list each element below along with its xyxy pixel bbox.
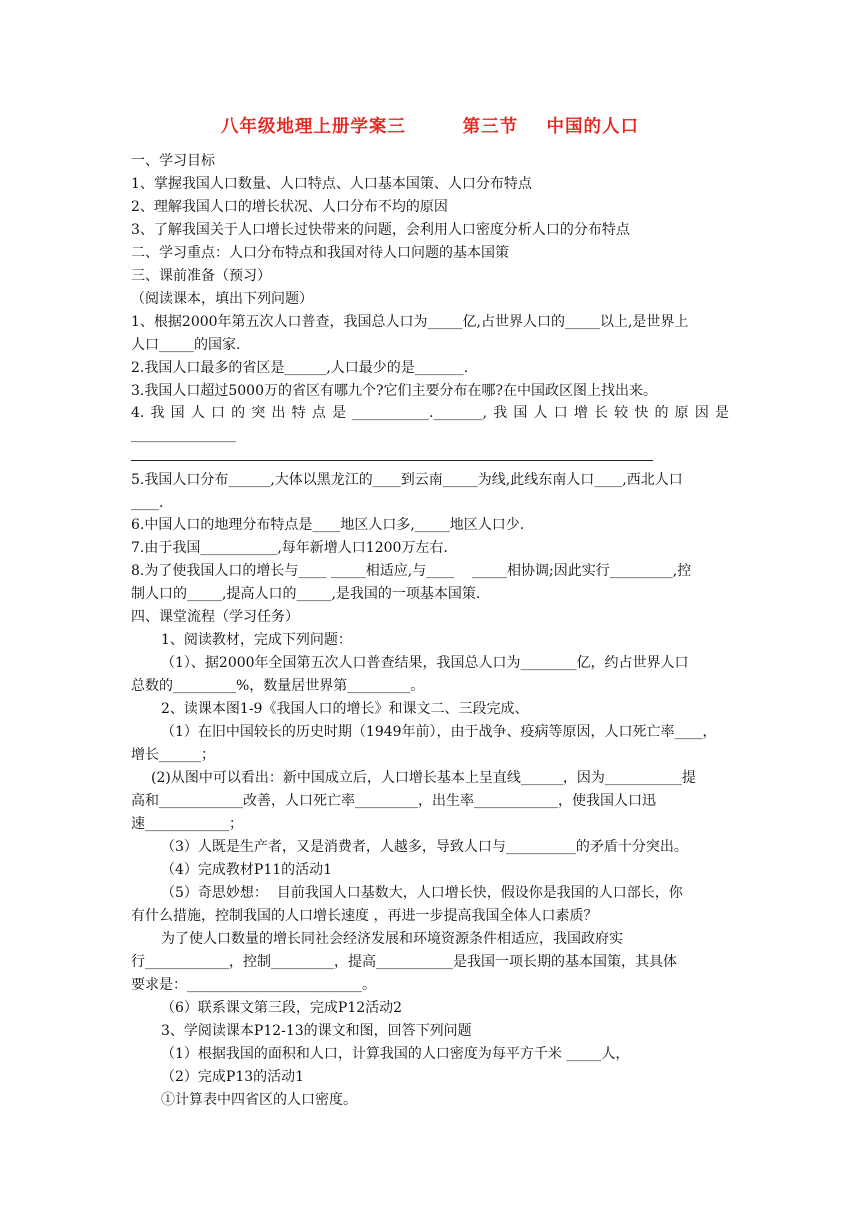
text-line: （3）人既是生产者，又是消费者，人越多，导致人口与__________的矛盾十分突出。 <box>161 839 688 855</box>
text-line: 3.我国人口超过5000万的省区有哪九个?它们主要分布在哪?在中国政区图上找出来。 <box>131 383 657 399</box>
text-line: 有什么措施，控制我国的人口增长速度 ，再进一步提高我国全体人口素质？ <box>131 908 598 924</box>
text-line: （1）、据2000年全国第五次人口普查结果，我国总人口为________亿，约占世界人口 <box>161 655 689 671</box>
section-heading: 四、课堂流程（学习任务） <box>131 609 299 625</box>
text-line: （2）完成P13的活动1 <box>161 1069 305 1085</box>
text-line: 6.中国人口的地理分布特点是____地区人口多,_____地区人口少. <box>131 517 525 533</box>
text-line: （5）奇思妙想： 目前我国人口基数大，人口增长快，假设你是我国的人口部长，你 <box>161 885 683 901</box>
text-line: 1、阅读教材，完成下列问题： <box>161 632 352 648</box>
text-line: 1、掌握我国人口数量、人口特点、人口基本国策、人口分布特点 <box>131 176 532 192</box>
text-line: 8.为了使我国人口的增长与____ _____相适应,与____ _____相协调;因此实行_________,控 <box>131 563 692 579</box>
text-line: （阅读课本，填出下列问题） <box>131 291 313 307</box>
text-line: （6）联系课文第三段，完成P12活动2 <box>161 1000 403 1016</box>
text-line: 增长______； <box>131 747 215 763</box>
text-line: 速____________； <box>131 816 243 832</box>
section-heading: 二、学习重点：人口分布特点和我国对待人口问题的基本国策 <box>131 245 509 261</box>
text-line: 2、理解我国人口的增长状况、人口分布不均的原因 <box>131 199 448 215</box>
text-line: ____. <box>131 495 164 511</box>
text-line: 为了使人口数量的增长同社会经济发展和环境资源条件相适应，我国政府实 <box>161 931 623 947</box>
answer-rule <box>131 460 653 461</box>
text-line: 制人口的_____,提高人口的_____,是我国的一项基本国策. <box>131 586 481 602</box>
text-line: 总数的_________%，数量居世界第_________。 <box>131 678 425 694</box>
text-line: 1、根据2000年第五次人口普查，我国总人口为_____亿,占世界人口的_____以上,是世界上 <box>131 314 689 330</box>
text-line: ①计算表中四省区的人口密度。 <box>161 1092 357 1108</box>
page-title: 八年级地理上册学案三 第三节 中国的人口 <box>220 117 640 137</box>
text-line: 3、了解我国关于人口增长过快带来的问题，会利用人口密度分析人口的分布特点 <box>131 222 630 238</box>
section-heading: 三、课前准备（预习） <box>131 268 271 284</box>
text-line: 5.我国人口分布______,大体以黑龙江的____到云南_____为线,此线东南人口____,西北人口 <box>131 472 683 488</box>
text-line: （4）完成教材P11的活动1 <box>161 862 333 878</box>
text-line: 7.由于我国___________,每年新增人口1200万左右. <box>131 540 448 556</box>
text-line: 要求是：_________________________。 <box>131 977 376 993</box>
text-line: 3、学阅读课本P12-13的课文和图，回答下列问题 <box>161 1023 472 1039</box>
text-line: （1）在旧中国较长的历史时期（1949年前），由于战争、疫病等原因，人口死亡率____， <box>161 724 717 740</box>
section-heading: 一、学习目标 <box>131 153 215 169</box>
text-line: 行____________，控制_________，提高___________是我国一项长期的基本国策，其具体 <box>131 954 677 970</box>
text-line: 2、读课本图1-9《我国人口的增长》和课文二、三段完成、 <box>161 701 529 717</box>
text-line: （1）根据我国的面积和人口，计算我国的人口密度为每平方千米 _____人， <box>161 1046 630 1062</box>
text-line: 高和____________改善，人口死亡率_________，出生率____________，使我国人口迅 <box>131 793 656 809</box>
text-line: 4.我国人口的突出特点是___________._______,我国人口增长较快的原因是 <box>131 405 729 421</box>
text-line: (2)从图中可以看出：新中国成立后，人口增长基本上呈直线______，因为___________提 <box>151 770 696 786</box>
text-line: 2.我国人口最多的省区是______,人口最少的是_______. <box>131 360 469 376</box>
text-line: 人口_____的国家. <box>131 337 241 353</box>
text-line: _______________ <box>131 427 236 443</box>
